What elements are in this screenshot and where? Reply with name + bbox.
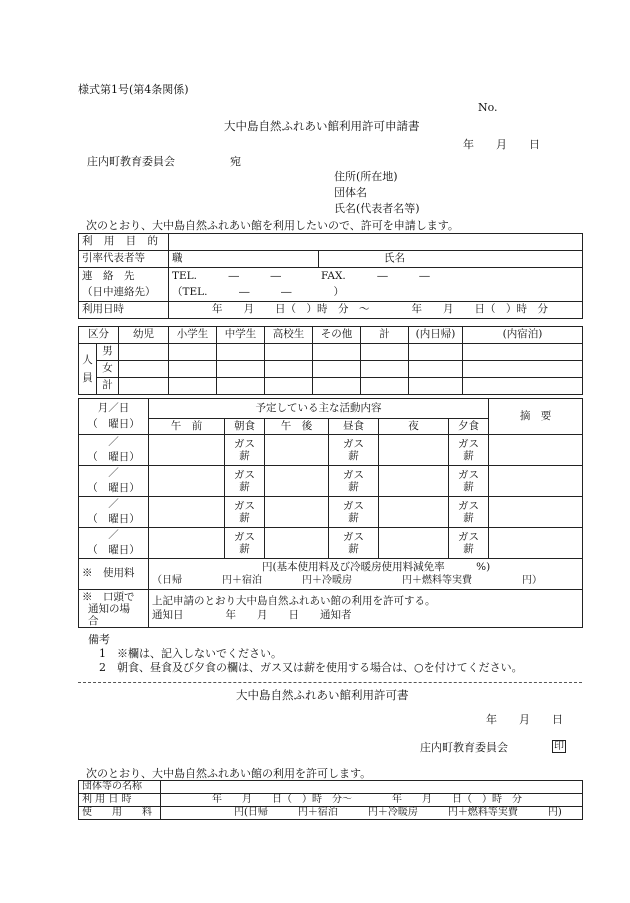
date-header-text: 月／日 [97, 402, 130, 415]
leader-name-field[interactable] [319, 251, 583, 268]
permit-date: 年 月 日 [486, 713, 563, 726]
permit-title: 大中島自然ふれあい館利用許可書 [236, 688, 409, 702]
cell[interactable] [361, 361, 409, 378]
cell[interactable] [169, 378, 217, 395]
header-daytrip: (内日帰) [409, 327, 463, 344]
gas-option[interactable]: ガス [234, 531, 255, 543]
table-row [79, 497, 583, 528]
cell[interactable] [463, 378, 583, 395]
purpose-label: 利 用 目 的 [79, 234, 169, 251]
cell[interactable] [265, 344, 313, 361]
cell[interactable] [119, 344, 169, 361]
header-junior: 中学生 [217, 327, 265, 344]
cell[interactable] [169, 361, 217, 378]
gas-option[interactable]: ガス [458, 500, 480, 512]
people-group-label: 人員 [79, 344, 97, 395]
fax-text: FAX. ― ― [320, 270, 430, 283]
tel-text: TEL. ― ― [172, 270, 281, 283]
datetime-label: 利用日時 [79, 302, 169, 319]
row-day: （ 曜日） [87, 481, 140, 494]
afternoon-cell[interactable] [265, 528, 329, 559]
afternoon-cell[interactable] [265, 497, 329, 528]
activity-table [78, 398, 583, 628]
cell[interactable] [409, 378, 463, 395]
application-date: 年 月 日 [463, 138, 540, 151]
contact-day-text: （日中連絡先） [82, 285, 156, 298]
cell[interactable] [361, 344, 409, 361]
header-afternoon: 午 後 [265, 419, 329, 435]
night-cell[interactable] [379, 435, 449, 466]
gas-option[interactable]: ガス [234, 469, 255, 481]
oral-label-1: ※ 口頭で [82, 590, 135, 603]
header-stay: (内宿泊) [463, 327, 583, 344]
form-id: 様式第1号(第4条関係) [78, 83, 189, 96]
cell[interactable] [409, 361, 463, 378]
permit-fee-value: 円(日帰 円＋宿泊 円＋冷暖房 円＋燃料等実費 円) [234, 806, 562, 818]
header-high: 高校生 [265, 327, 313, 344]
oral-text: 上記申請のとおり大中島自然ふれあい館の利用を許可する。 [152, 594, 436, 607]
wood-option[interactable]: 薪 [348, 481, 359, 493]
cell[interactable] [119, 378, 169, 395]
form-no: No. [478, 101, 498, 114]
address-label: 住所(所在地) [334, 170, 398, 183]
cut-line [78, 682, 582, 683]
permit-datetime-value: 年 月 日（ ）時 分～ 年 月 日（ ）時 分 [212, 793, 522, 805]
cell[interactable] [313, 344, 361, 361]
permit-intro: 次のとおり、大中島自然ふれあい館の利用を許可します。 [86, 767, 372, 780]
row-date: ／ [108, 498, 119, 511]
table-row [79, 528, 583, 559]
cell[interactable] [409, 344, 463, 361]
wood-option[interactable]: 薪 [348, 450, 359, 462]
cell[interactable] [361, 378, 409, 395]
oral-label-3: 合 [88, 614, 99, 627]
gas-option[interactable]: ガス [234, 438, 255, 450]
cell[interactable] [265, 378, 313, 395]
permit-datetime-field[interactable] [161, 794, 583, 807]
table-row [79, 466, 583, 497]
night-cell[interactable] [379, 466, 449, 497]
table-row [79, 435, 583, 466]
summary-cell[interactable] [489, 466, 583, 497]
row-date-cell[interactable] [79, 497, 149, 528]
permit-table [78, 780, 583, 820]
leader-job-field[interactable] [169, 251, 319, 268]
row-date-cell[interactable] [79, 435, 149, 466]
note-2: 2 朝食、昼食及び夕食の欄は、ガス又は薪を使用する場合は、○を付けてください。 [99, 661, 523, 674]
gas-option[interactable]: ガス [234, 500, 255, 512]
wood-option[interactable]: 薪 [348, 543, 359, 555]
header-infant: 幼児 [119, 327, 169, 344]
breakfast-cell[interactable] [225, 466, 265, 497]
header-elementary: 小学生 [169, 327, 217, 344]
oral-notice: 通知日 年 月 日 通知者 [152, 609, 352, 621]
breakfast-cell[interactable] [225, 528, 265, 559]
wood-option[interactable]: 薪 [463, 481, 474, 493]
summary-cell[interactable] [489, 528, 583, 559]
contact-label [79, 268, 169, 302]
application-table [78, 233, 583, 319]
night-cell[interactable] [379, 497, 449, 528]
summary-cell[interactable] [489, 435, 583, 466]
permit-fee-label: 使 用 料 [79, 807, 161, 820]
row-day: （ 曜日） [87, 512, 140, 525]
row-date: ／ [108, 529, 119, 542]
gas-option[interactable]: ガス [458, 469, 480, 481]
dinner-cell[interactable] [449, 497, 489, 528]
day-header-text: （ 曜日） [87, 417, 140, 430]
header-lunch: 昼食 [329, 419, 379, 435]
row-day: （ 曜日） [87, 543, 140, 556]
row-day: （ 曜日） [87, 450, 140, 463]
gas-option[interactable]: ガス [343, 531, 364, 543]
permit-fee-field[interactable] [161, 807, 583, 820]
purpose-field[interactable] [169, 234, 583, 251]
tel2-text: （TEL. ― ― ） [172, 285, 344, 298]
wood-option[interactable]: 薪 [239, 481, 250, 493]
permit-group-label: 団体等の名称 [79, 781, 161, 794]
gas-option[interactable]: ガス [458, 438, 480, 450]
seal-mark: 印 [554, 741, 564, 752]
gas-option[interactable]: ガス [343, 500, 364, 512]
group-name-label: 団体名 [334, 186, 367, 199]
leader-name-label: 氏名 [384, 252, 405, 265]
note-1: 1 ※欄は、記入しないでください。 [99, 647, 282, 660]
lunch-cell[interactable] [329, 435, 379, 466]
plan-header: 予定している主な活動内容 [149, 399, 489, 419]
cell[interactable] [265, 361, 313, 378]
cell[interactable] [313, 378, 361, 395]
cell[interactable] [217, 344, 265, 361]
breakfast-cell[interactable] [225, 435, 265, 466]
application-intro: 次のとおり、大中島自然ふれあい館を利用したいので、許可を申請します。 [86, 219, 459, 232]
row-date-cell[interactable] [79, 466, 149, 497]
cell[interactable] [217, 361, 265, 378]
oral-label-2: 通知の場 [88, 602, 130, 615]
breakfast-cell[interactable] [225, 497, 265, 528]
dinner-cell[interactable] [449, 466, 489, 497]
fee-field [149, 559, 583, 590]
permit-issuer: 庄内町教育委員会 [420, 741, 508, 754]
fee-line1: 円(基本使用料及び冷暖房使用料減免率 %) [262, 560, 491, 573]
summary-cell[interactable] [489, 497, 583, 528]
contact-field[interactable] [169, 268, 583, 302]
row-date: ／ [108, 467, 119, 480]
header-breakfast: 朝食 [225, 419, 265, 435]
row-female: 女 [97, 361, 119, 378]
permit-seal [552, 740, 566, 753]
addressee: 庄内町教育委員会 [87, 155, 175, 168]
datetime-value: 年 月 日（ ）時 分 ～ 年 月 日（ ）時 分 [212, 303, 548, 316]
permit-datetime-label: 利 用 日 時 [79, 794, 161, 807]
wood-option[interactable]: 薪 [348, 512, 359, 524]
header-total: 計 [361, 327, 409, 344]
night-cell[interactable] [379, 528, 449, 559]
oral-label [79, 590, 149, 628]
wood-option[interactable]: 薪 [239, 512, 250, 524]
wood-option[interactable]: 薪 [239, 450, 250, 462]
header-morning: 午 前 [149, 419, 225, 435]
notes-title: 備考 [88, 633, 110, 646]
wood-option[interactable]: 薪 [239, 543, 250, 555]
permit-group-field[interactable] [161, 781, 583, 794]
wood-option[interactable]: 薪 [463, 512, 474, 524]
gas-option[interactable]: ガス [458, 531, 480, 543]
cell[interactable] [313, 361, 361, 378]
morning-cell[interactable] [149, 466, 225, 497]
cell[interactable] [119, 361, 169, 378]
row-date-cell[interactable] [79, 528, 149, 559]
leader-label: 引率代表者等 [79, 251, 169, 268]
lunch-cell[interactable] [329, 497, 379, 528]
cell[interactable] [463, 361, 583, 378]
job-label: 職 [172, 252, 183, 265]
row-male: 男 [97, 344, 119, 361]
contact-text: 連 絡 先 [82, 270, 135, 283]
afternoon-cell[interactable] [265, 466, 329, 497]
afternoon-cell[interactable] [265, 435, 329, 466]
oral-field [149, 590, 583, 628]
morning-cell[interactable] [149, 497, 225, 528]
gas-option[interactable]: ガス [343, 469, 364, 481]
wood-option[interactable]: 薪 [463, 450, 474, 462]
datetime-field[interactable] [169, 302, 583, 319]
lunch-cell[interactable] [329, 528, 379, 559]
cell[interactable] [169, 344, 217, 361]
header-other: その他 [313, 327, 361, 344]
page-title: 大中島自然ふれあい館利用許可申請書 [224, 119, 420, 133]
dinner-cell[interactable] [449, 528, 489, 559]
gas-option[interactable]: ガス [343, 438, 364, 450]
representative-label: 氏名(代表者名等) [334, 202, 420, 215]
fee-line2: （日帰 円＋宿泊 円＋冷暖房 円＋燃料等実費 円） [152, 574, 542, 586]
header-dinner: 夕食 [449, 419, 489, 435]
lunch-cell[interactable] [329, 466, 379, 497]
dinner-cell[interactable] [449, 435, 489, 466]
header-night: 夜 [379, 419, 449, 435]
morning-cell[interactable] [149, 435, 225, 466]
category-header: 区分 [79, 327, 119, 344]
row-total: 計 [97, 378, 119, 395]
fee-label: ※ 使用料 [79, 559, 149, 590]
date-header [79, 399, 149, 435]
summary-header: 摘 要 [489, 399, 583, 435]
row-date: ／ [108, 436, 119, 449]
people-table [78, 326, 583, 395]
cell[interactable] [463, 344, 583, 361]
cell[interactable] [217, 378, 265, 395]
morning-cell[interactable] [149, 528, 225, 559]
addressee-suffix: 宛 [230, 155, 241, 168]
wood-option[interactable]: 薪 [463, 543, 474, 555]
